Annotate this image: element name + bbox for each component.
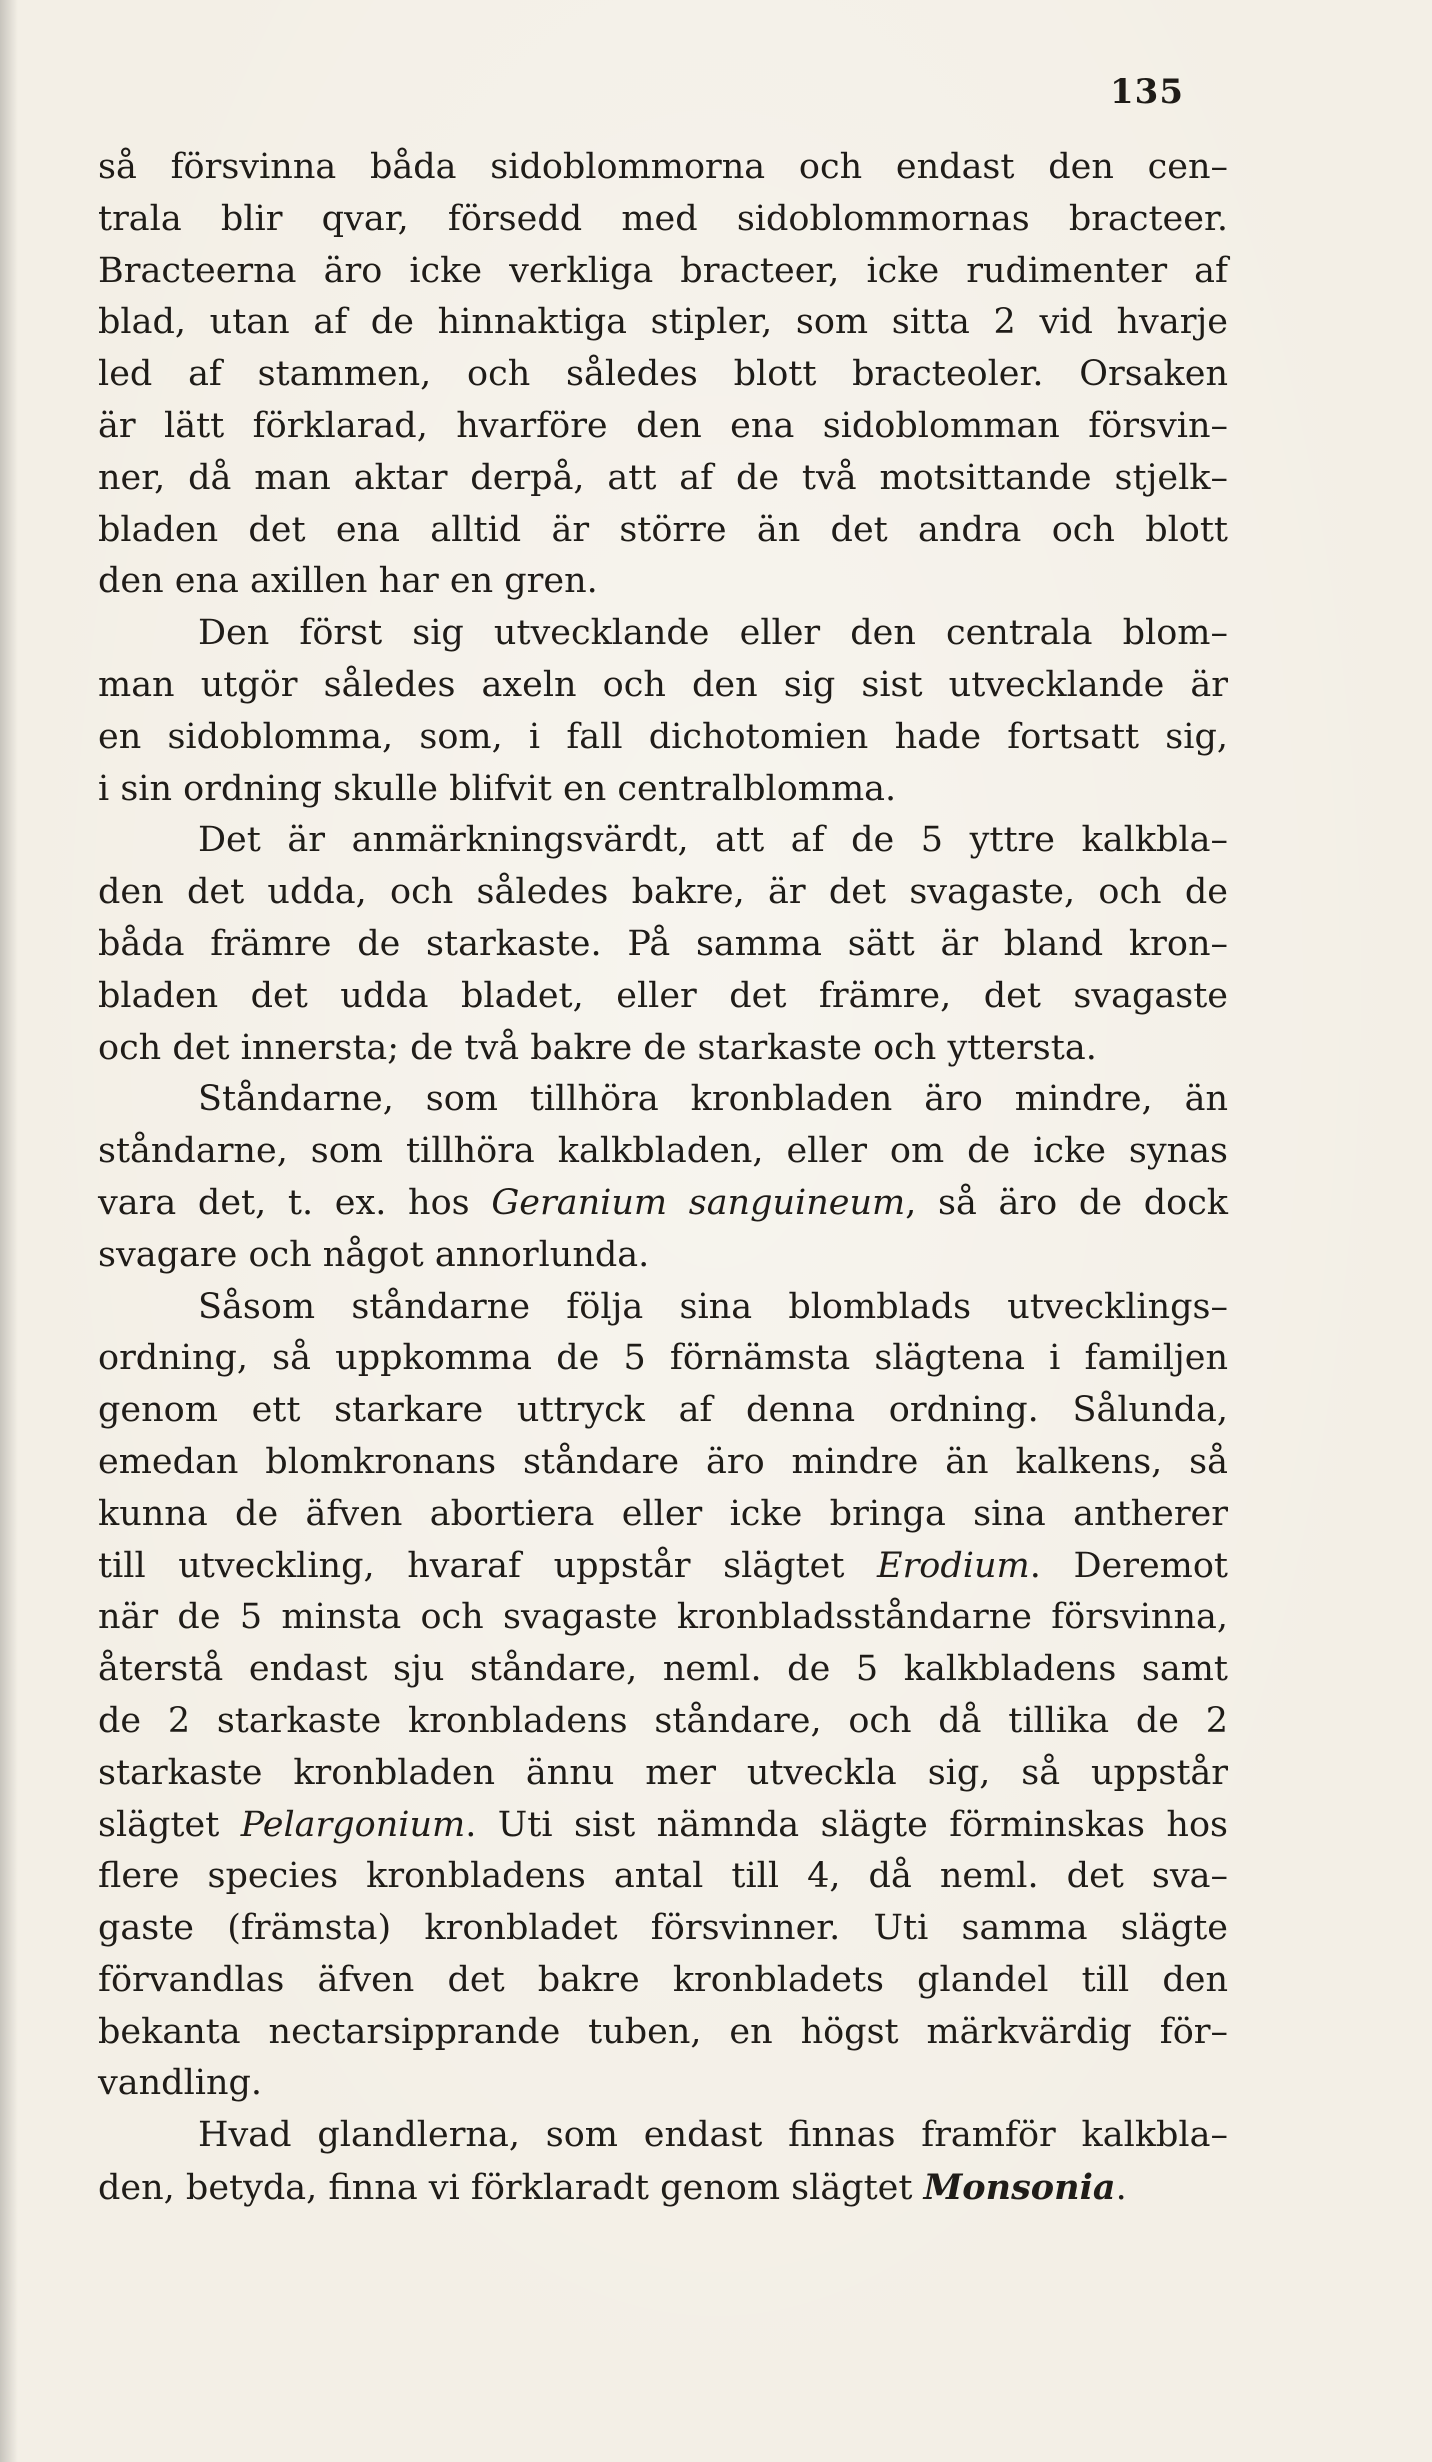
text-line [98, 2162, 1228, 2214]
text-segment: . [1115, 2168, 1127, 2209]
text-segment: vara det, t. ex. hos [98, 1182, 492, 1223]
text-line: Ståndarne, som tillhöra kronbladen äro mindre, än [198, 1079, 1228, 1120]
text-line: är lätt förklarad, hvarföre den ena sidoblomman försvin– [98, 405, 1228, 446]
text-line: en sidoblomma, som, i fall dichotomien hade fortsatt sig, [98, 716, 1228, 757]
text-segment: , så äro de dock [905, 1182, 1229, 1223]
text-line: Den först sig utvecklande eller den centrala blom– [198, 613, 1228, 654]
text-line: kunna de äfven abortiera eller icke bringa sina antherer [98, 1493, 1228, 1534]
text-line: de 2 starkaste kronbladens ståndare, och då tillika de 2 [98, 1700, 1228, 1741]
text-line: emedan blomkronans ståndare äro mindre än kalkens, så [98, 1441, 1228, 1482]
text-segment: den, betyda, finna vi förklaradt genom slägtet [98, 2168, 924, 2209]
text-line: ordning, så uppkomma de 5 förnämsta slägtena i familjen [98, 1338, 1228, 1379]
text-segment: . Uti sist nämnda slägte förminskas hos [465, 1804, 1228, 1845]
bold-italic-taxon-name: Monsonia [923, 2167, 1116, 2209]
text-line: vandling. [98, 2063, 263, 2104]
italic-taxon-name: Erodium [877, 1545, 1030, 1586]
text-line: Hvad glandlerna, som endast finnas framför kalkbla– [198, 2115, 1228, 2156]
text-line: den ena axillen har en gren. [98, 561, 598, 602]
text-line: Såsom ståndarne följa sina blomblads utvecklings– [198, 1286, 1228, 1327]
text-line [98, 1541, 1228, 1593]
text-line: Det är anmärkningsvärdt, att af de 5 yttre kalkbla– [198, 820, 1228, 861]
text-line: genom ett starkare uttryck af denna ordning. Sålunda, [98, 1390, 1228, 1431]
text-line: led af stammen, och således blott bracteoler. Orsaken [98, 354, 1228, 395]
text-segment: . Deremot [1029, 1545, 1228, 1586]
italic-taxon-name: Pelargonium [240, 1804, 466, 1845]
text-line: när de 5 minsta och svagaste kronbladsståndarne försvinna, [98, 1597, 1228, 1638]
text-line: Bracteerna äro icke verkliga bracteer, icke rudimenter af [98, 250, 1228, 291]
text-line: förvandlas äfven det bakre kronbladets glandel till den [98, 1959, 1228, 2000]
body-text [98, 142, 1228, 2214]
text-line: trala blir qvar, försedd med sidoblommornas bracteer. [98, 198, 1228, 239]
text-line: gaste (främsta) kronbladet försvinner. Uti samma slägte [98, 1908, 1228, 1949]
text-line: blad, utan af de hinnaktiga stipler, som sitta 2 vid hvarje [98, 302, 1228, 343]
text-line: så försvinna båda sidoblommorna och endast den cen– [98, 147, 1228, 187]
text-line: bladen det udda bladet, eller det främre, det svagaste [98, 975, 1228, 1016]
text-line: båda främre de starkaste. På samma sätt är bland kron– [98, 923, 1228, 964]
text-line: ståndarne, som tillhöra kalkbladen, eller om de icke synas [98, 1131, 1228, 1172]
text-segment: till utveckling, hvaraf uppstår slägtet [98, 1545, 878, 1586]
italic-taxon-name: Geranium sanguineum [491, 1182, 906, 1223]
text-line: i sin ordning skulle blifvit en centralblomma. [98, 768, 897, 809]
page-edge-shadow [0, 0, 18, 2462]
text-line: den det udda, och således bakre, är det svagaste, och de [98, 872, 1228, 913]
text-line: starkaste kronbladen ännu mer utveckla sig, så uppstår [98, 1752, 1228, 1793]
text-line [98, 1800, 1228, 1852]
text-line: man utgör således axeln och den sig sist utvecklande är [98, 664, 1228, 705]
text-line: flere species kronbladens antal till 4, då neml. det sva– [98, 1856, 1228, 1897]
text-line: och det innersta; de två bakre de starkaste och yttersta. [98, 1027, 1097, 1068]
page-number: 135 [1110, 72, 1184, 112]
text-line: svagare och något annorlunda. [98, 1234, 650, 1275]
text-line: återstå endast sju ståndare, neml. de 5 kalkbladens samt [98, 1649, 1228, 1690]
text-segment: slägtet [98, 1804, 241, 1845]
text-line: ner, då man aktar derpå, att af de två motsittande stjelk– [98, 457, 1228, 498]
text-line: bladen det ena alltid är större än det andra och blott [98, 509, 1228, 550]
text-line: bekanta nectarsipprande tuben, en högst märkvärdig för– [98, 2011, 1228, 2052]
text-line [98, 1178, 1228, 1230]
